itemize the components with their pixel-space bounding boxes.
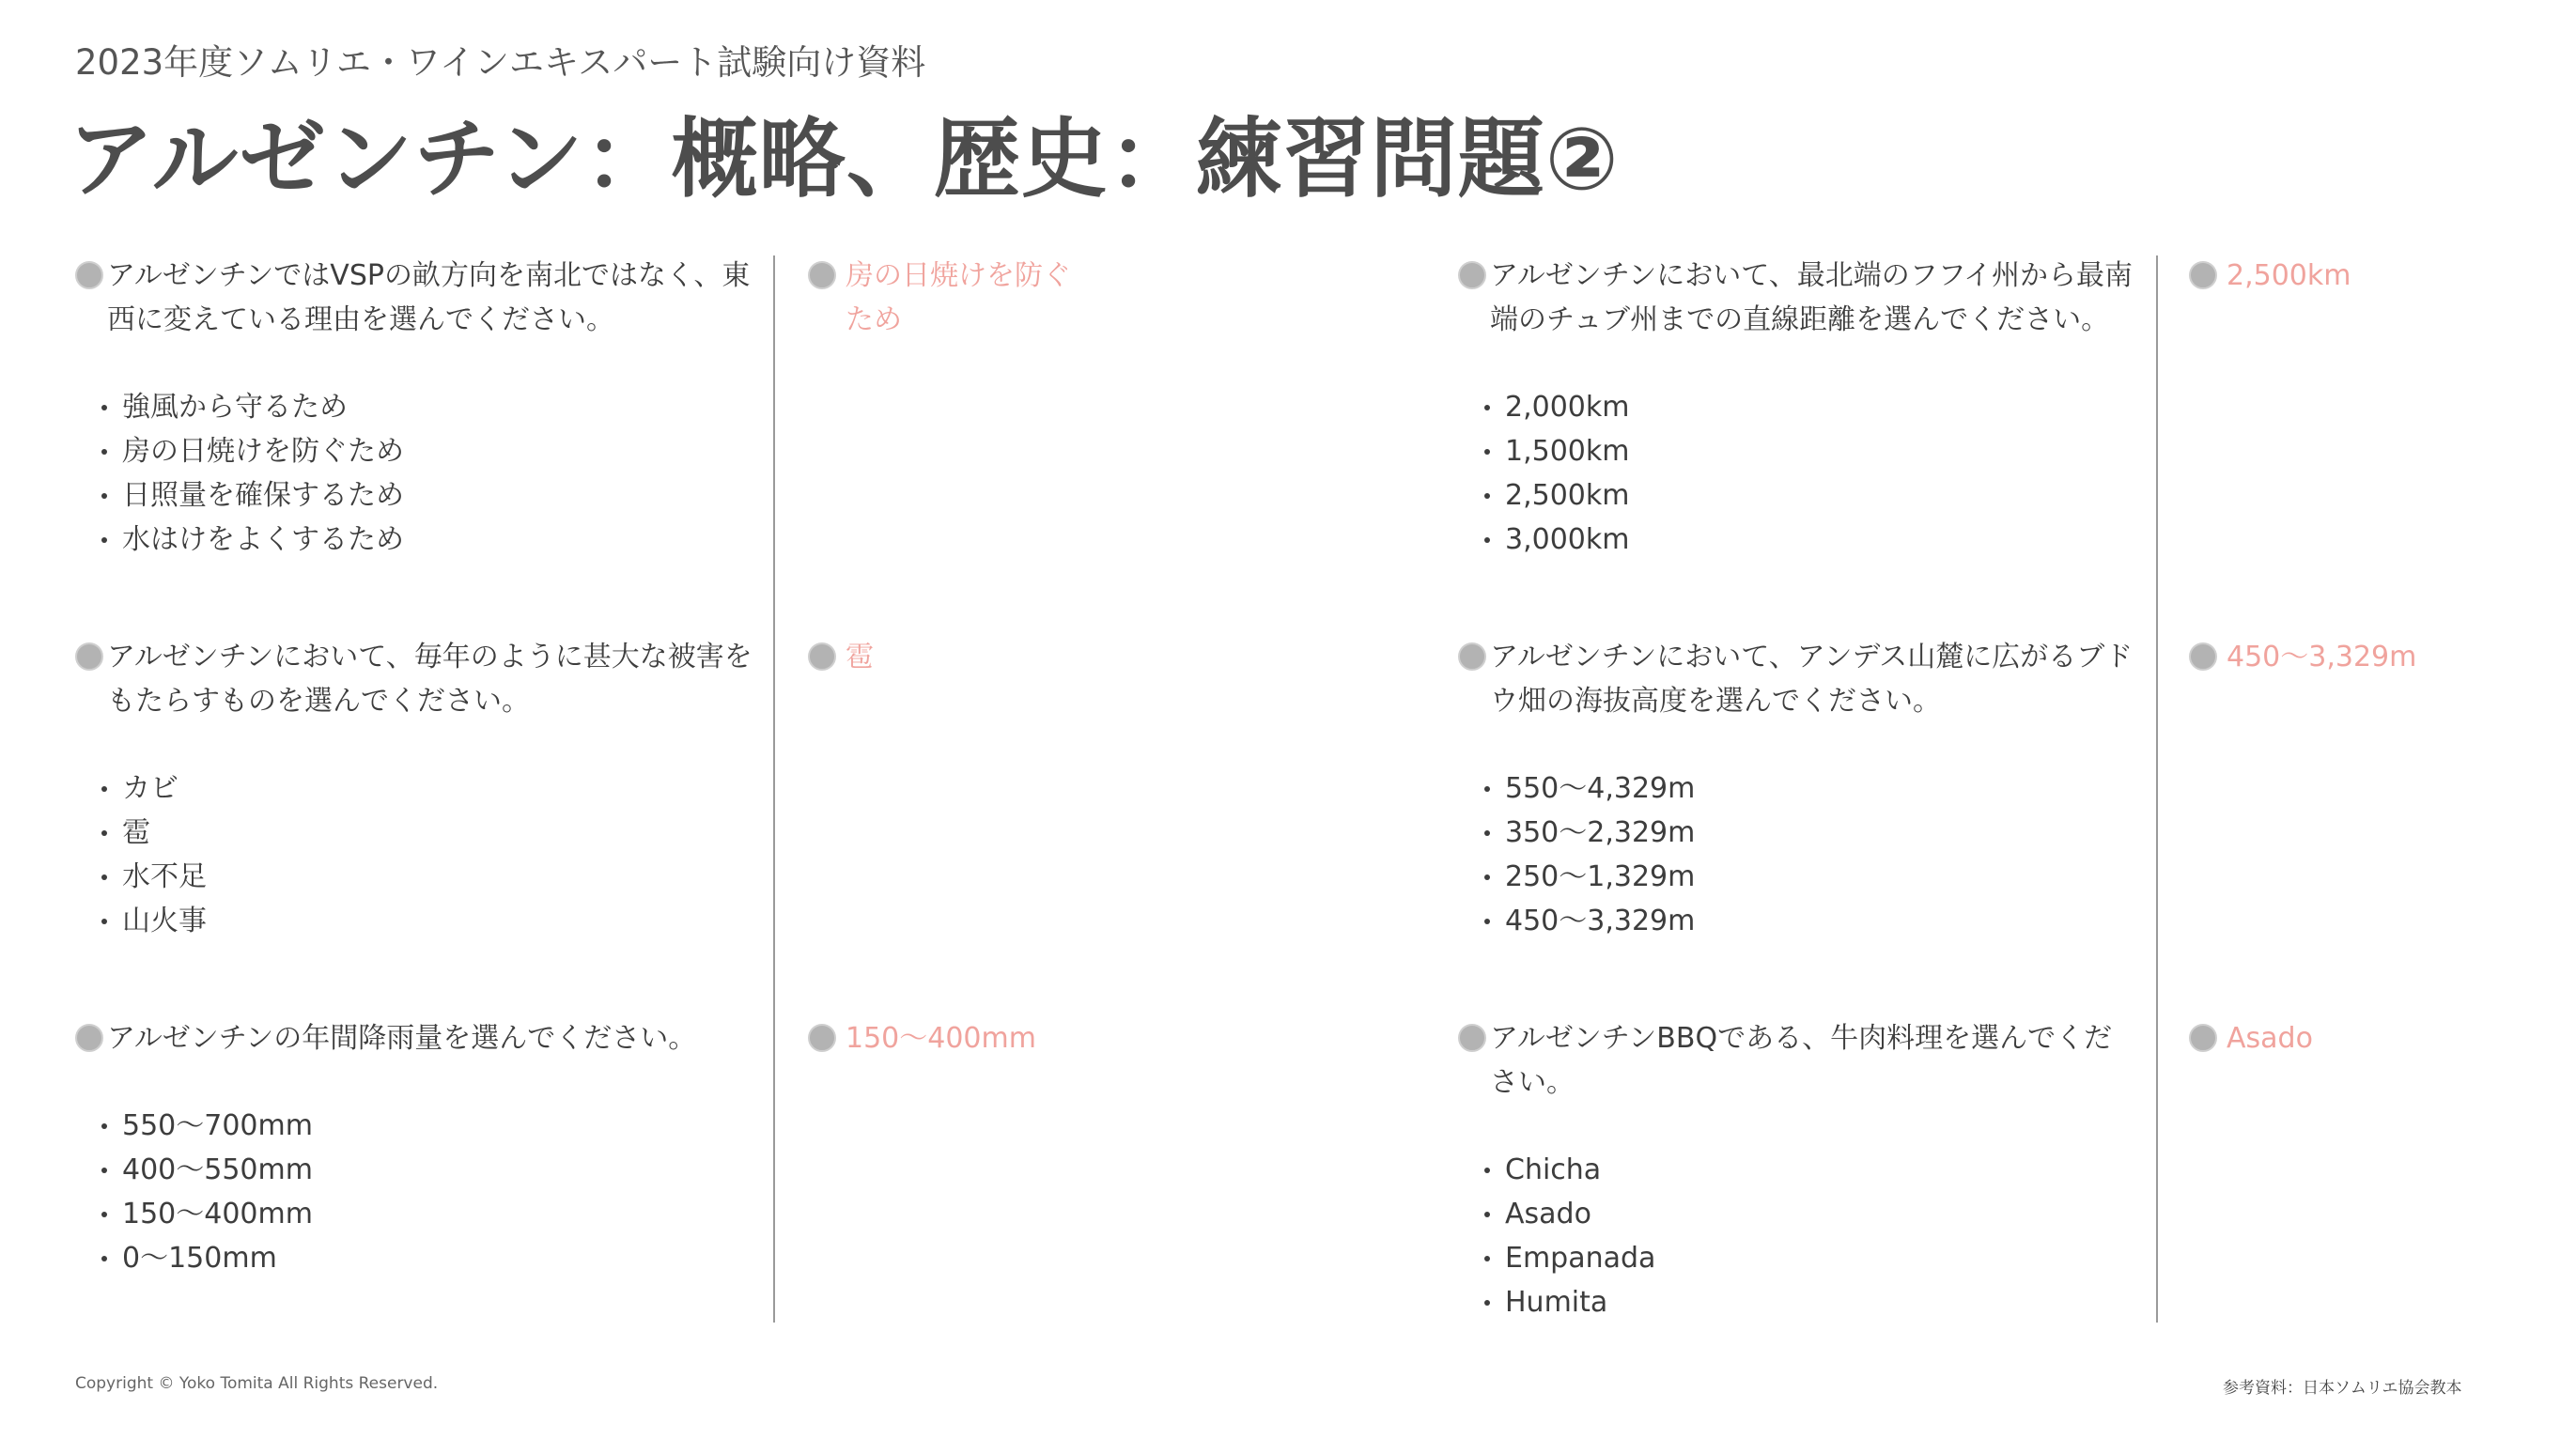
question-circle-icon [75,642,103,671]
answer-heading [808,254,1090,342]
option-item: Empanada [1484,1236,2116,1280]
option-item: 2,500km [1484,473,2149,518]
option-item: 350〜2,329m [1484,811,2149,855]
deck-subtitle: 2023年度ソムリエ・ワインエキスパート試験向け資料 [75,42,926,83]
option-item: Asado [1484,1192,2116,1236]
option-item: Humita [1484,1280,2116,1324]
question-circle-icon [75,1024,103,1052]
option-item: 1,500km [1484,429,2149,473]
option-item: 150〜400mm [101,1192,761,1236]
answer-circle-icon [808,1024,836,1052]
answer-heading [808,1016,1146,1060]
copyright-notice: Copyright © Yoko Tomita All Rights Reserved. [75,1374,439,1393]
option-item: 550〜700mm [101,1104,761,1148]
question-heading [1458,1016,2116,1105]
option-item: 日照量を確保するため [101,473,761,518]
option-item: 山火事 [101,899,761,943]
divider-right [2156,255,2158,1323]
question-circle-icon [1458,1024,1486,1052]
question-heading [1458,635,2149,723]
answer-heading [2189,635,2527,679]
answer-block-6 [2189,1016,2527,1060]
option-item: 強風から守るため [101,385,761,429]
question-block-1 [75,254,761,562]
answer-text: 房の日焼けを防ぐため [846,259,1071,336]
option-item: 3,000km [1484,518,2149,562]
option-list [75,766,761,943]
answer-circle-icon [808,261,836,289]
option-item: 雹 [101,811,761,855]
option-item: カビ [101,766,761,811]
question-block-4 [1458,254,2149,562]
answer-text: Asado [2227,1022,2313,1055]
answer-block-2 [808,635,1090,679]
question-text: アルゼンチンの年間降雨量を選んでください。 [107,1022,697,1055]
option-item: Chicha [1484,1148,2116,1192]
page-title: アルゼンチン：概略、歴史：練習問題② [68,109,1620,209]
question-heading [75,254,761,342]
answer-heading [808,635,1090,679]
option-list [1458,385,2149,562]
answer-block-4 [2189,254,2527,298]
question-block-5 [1458,635,2149,943]
option-item: 400〜550mm [101,1148,761,1192]
answer-text: 450〜3,329m [2227,641,2417,673]
option-item: 水不足 [101,855,761,899]
option-list [75,1104,761,1280]
question-text: アルゼンチンBBQである、牛肉料理を選んでください。 [1490,1022,2113,1099]
answer-circle-icon [2189,642,2217,671]
question-circle-icon [1458,261,1486,289]
answer-block-1 [808,254,1090,342]
question-text: アルゼンチンではVSPの畝方向を南北ではなく、東西に変えている理由を選んでください。 [107,259,751,336]
question-heading [1458,254,2149,342]
question-circle-icon [1458,642,1486,671]
option-item: 550〜4,329m [1484,766,2149,811]
option-list [1458,1148,2116,1324]
question-text: アルゼンチンにおいて、最北端のフフイ州から最南端のチュブ州までの直線距離を選んでください。 [1490,259,2133,336]
option-item: 房の日焼けを防ぐため [101,429,761,473]
option-item: 450〜3,329m [1484,899,2149,943]
question-block-3 [75,1016,761,1280]
answer-text: 150〜400mm [846,1022,1036,1055]
question-text: アルゼンチンにおいて、アンデス山麓に広がるブドウ畑の海抜高度を選んでください。 [1490,641,2134,718]
option-item: 250〜1,329m [1484,855,2149,899]
question-heading [75,1016,761,1060]
option-item: 水はけをよくするため [101,518,761,562]
question-block-2 [75,635,761,943]
answer-block-5 [2189,635,2527,679]
question-heading [75,635,761,723]
answer-circle-icon [2189,1024,2217,1052]
option-list [75,385,761,562]
answer-text: 2,500km [2227,259,2351,292]
option-item: 2,000km [1484,385,2149,429]
answer-block-3 [808,1016,1146,1060]
question-block-6 [1458,1016,2116,1324]
option-item: 0〜150mm [101,1236,761,1280]
option-list [1458,766,2149,943]
question-circle-icon [75,261,103,289]
answer-circle-icon [808,642,836,671]
answer-circle-icon [2189,261,2217,289]
answer-heading [2189,254,2527,298]
answer-heading [2189,1016,2527,1060]
reference-note: 参考資料：日本ソムリエ協会教本 [2223,1379,2462,1398]
divider-left [773,255,775,1323]
question-text: アルゼンチンにおいて、毎年のように甚大な被害をもたらすものを選んでください。 [107,641,753,718]
answer-text: 雹 [846,641,874,673]
